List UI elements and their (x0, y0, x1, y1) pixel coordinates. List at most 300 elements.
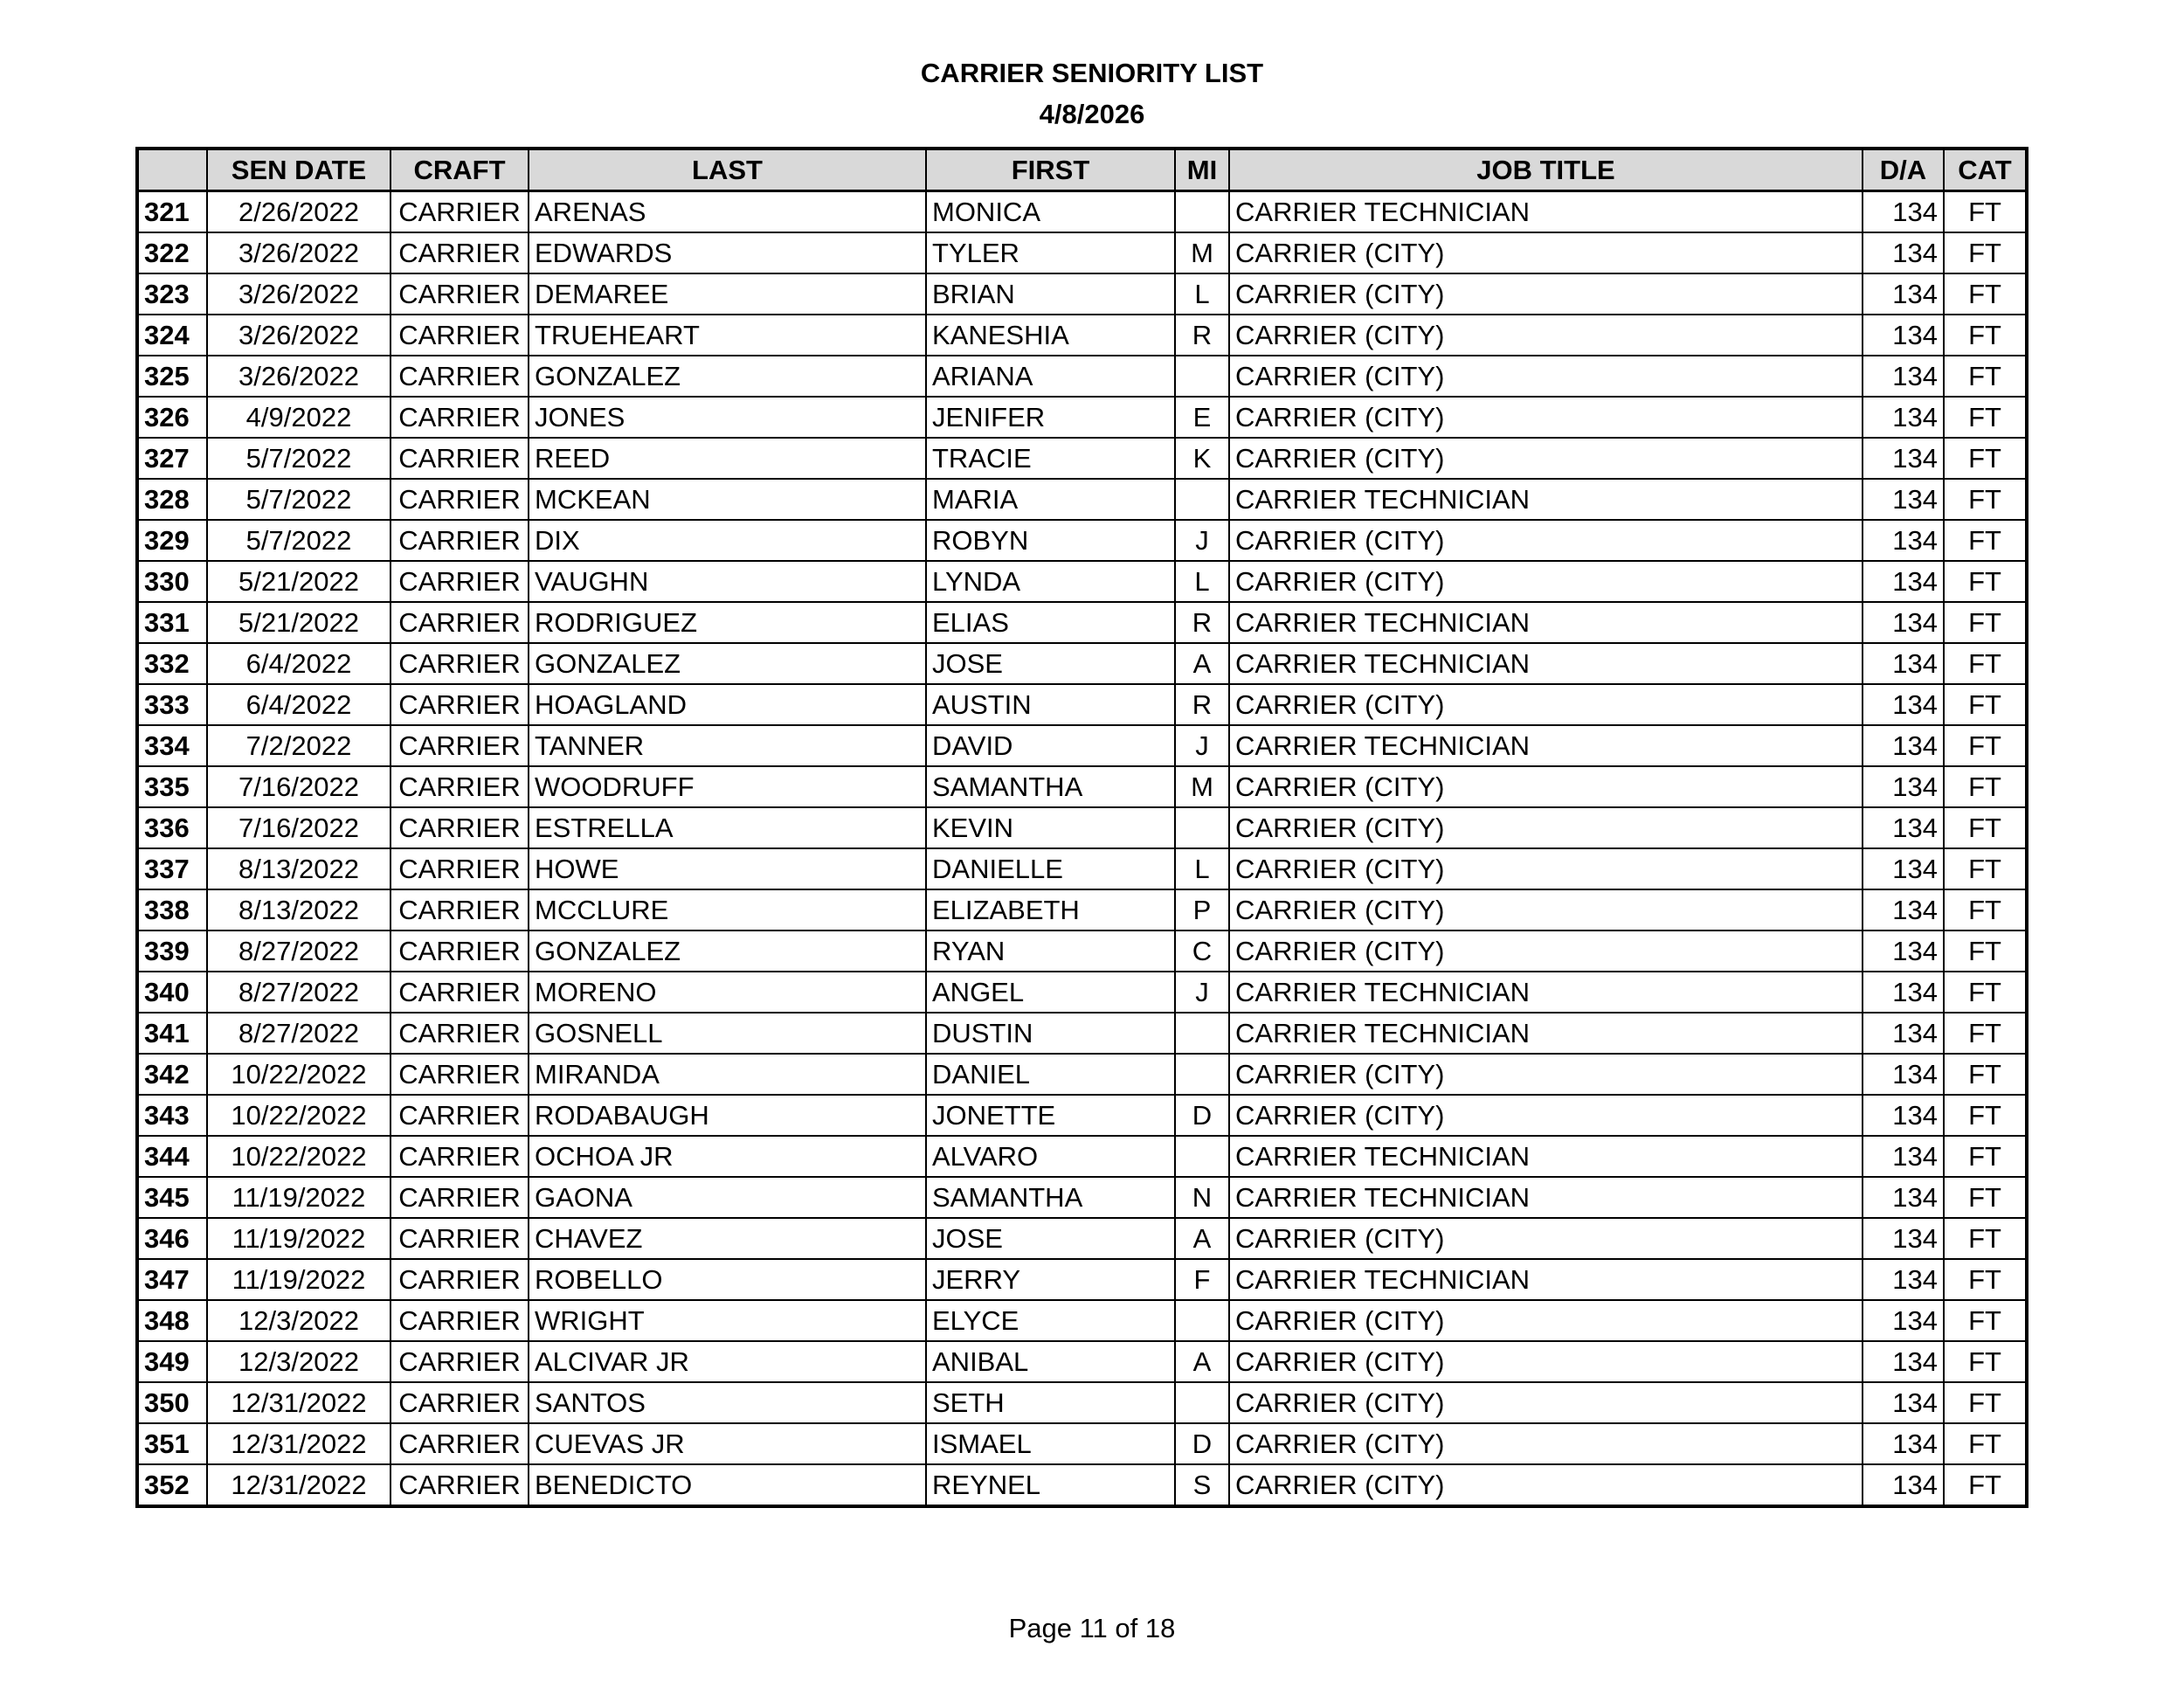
da-cell: 134 (1863, 356, 1944, 397)
rank-cell: 348 (137, 1300, 207, 1341)
sen-date-cell: 5/7/2022 (207, 438, 390, 479)
da-cell: 134 (1863, 643, 1944, 684)
table-row (137, 1464, 2027, 1506)
sen-date-cell: 5/21/2022 (207, 602, 390, 643)
da-cell: 134 (1863, 1423, 1944, 1464)
table-row (137, 273, 2027, 315)
da-cell: 134 (1863, 1177, 1944, 1218)
job-title-cell: CARRIER (CITY) (1229, 356, 1863, 397)
first-name-cell: JOSE (926, 1218, 1175, 1259)
cat-cell: FT (1944, 1095, 2027, 1136)
cat-cell: FT (1944, 561, 2027, 602)
sen-date-cell: 7/16/2022 (207, 807, 390, 848)
sen-date-cell: 6/4/2022 (207, 684, 390, 725)
table-row (137, 1382, 2027, 1423)
job-title-cell: CARRIER TECHNICIAN (1229, 643, 1863, 684)
job-title-cell: CARRIER (CITY) (1229, 684, 1863, 725)
col-header-cat: CAT (1944, 149, 2027, 191)
last-name-cell: GONZALEZ (529, 643, 926, 684)
job-title-cell: CARRIER TECHNICIAN (1229, 1177, 1863, 1218)
craft-cell: CARRIER (390, 766, 529, 807)
last-name-cell: JONES (529, 397, 926, 438)
col-header-sen-date: SEN DATE (207, 149, 390, 191)
craft-cell: CARRIER (390, 1382, 529, 1423)
table-row (137, 766, 2027, 807)
craft-cell: CARRIER (390, 1300, 529, 1341)
table-row (137, 561, 2027, 602)
table-row (137, 1341, 2027, 1382)
last-name-cell: DEMAREE (529, 273, 926, 315)
cat-cell: FT (1944, 725, 2027, 766)
cat-cell: FT (1944, 643, 2027, 684)
first-name-cell: LYNDA (926, 561, 1175, 602)
craft-cell: CARRIER (390, 643, 529, 684)
first-name-cell: ELIAS (926, 602, 1175, 643)
last-name-cell: GOSNELL (529, 1013, 926, 1054)
last-name-cell: CHAVEZ (529, 1218, 926, 1259)
da-cell: 134 (1863, 1136, 1944, 1177)
job-title-cell: CARRIER TECHNICIAN (1229, 602, 1863, 643)
craft-cell: CARRIER (390, 479, 529, 520)
cat-cell: FT (1944, 315, 2027, 356)
sen-date-cell: 10/22/2022 (207, 1095, 390, 1136)
first-name-cell: REYNEL (926, 1464, 1175, 1506)
last-name-cell: MCCLURE (529, 889, 926, 930)
job-title-cell: CARRIER (CITY) (1229, 438, 1863, 479)
sen-date-cell: 8/13/2022 (207, 889, 390, 930)
rank-cell: 329 (137, 520, 207, 561)
mi-cell: A (1175, 1218, 1229, 1259)
craft-cell: CARRIER (390, 1464, 529, 1506)
rank-cell: 338 (137, 889, 207, 930)
craft-cell: CARRIER (390, 1013, 529, 1054)
job-title-cell: CARRIER (CITY) (1229, 1095, 1863, 1136)
da-cell: 134 (1863, 807, 1944, 848)
job-title-cell: CARRIER (CITY) (1229, 1341, 1863, 1382)
job-title-cell: CARRIER (CITY) (1229, 1218, 1863, 1259)
da-cell: 134 (1863, 1259, 1944, 1300)
last-name-cell: ROBELLO (529, 1259, 926, 1300)
sen-date-cell: 12/3/2022 (207, 1341, 390, 1382)
rank-cell: 331 (137, 602, 207, 643)
da-cell: 134 (1863, 930, 1944, 972)
job-title-cell: CARRIER TECHNICIAN (1229, 1136, 1863, 1177)
job-title-cell: CARRIER (CITY) (1229, 315, 1863, 356)
first-name-cell: ELYCE (926, 1300, 1175, 1341)
sen-date-cell: 3/26/2022 (207, 273, 390, 315)
rank-cell: 350 (137, 1382, 207, 1423)
rank-cell: 343 (137, 1095, 207, 1136)
sen-date-cell: 12/31/2022 (207, 1382, 390, 1423)
first-name-cell: KEVIN (926, 807, 1175, 848)
sen-date-cell: 8/27/2022 (207, 972, 390, 1013)
cat-cell: FT (1944, 766, 2027, 807)
craft-cell: CARRIER (390, 273, 529, 315)
da-cell: 134 (1863, 1341, 1944, 1382)
table-row (137, 356, 2027, 397)
sen-date-cell: 11/19/2022 (207, 1218, 390, 1259)
last-name-cell: TANNER (529, 725, 926, 766)
cat-cell: FT (1944, 1300, 2027, 1341)
rank-cell: 325 (137, 356, 207, 397)
mi-cell (1175, 1136, 1229, 1177)
last-name-cell: EDWARDS (529, 232, 926, 273)
craft-cell: CARRIER (390, 397, 529, 438)
sen-date-cell: 11/19/2022 (207, 1177, 390, 1218)
cat-cell: FT (1944, 972, 2027, 1013)
da-cell: 134 (1863, 438, 1944, 479)
mi-cell: A (1175, 1341, 1229, 1382)
job-title-cell: CARRIER (CITY) (1229, 766, 1863, 807)
last-name-cell: MIRANDA (529, 1054, 926, 1095)
cat-cell: FT (1944, 438, 2027, 479)
first-name-cell: ISMAEL (926, 1423, 1175, 1464)
first-name-cell: RYAN (926, 930, 1175, 972)
mi-cell: J (1175, 520, 1229, 561)
cat-cell: FT (1944, 807, 2027, 848)
sen-date-cell: 3/26/2022 (207, 232, 390, 273)
craft-cell: CARRIER (390, 889, 529, 930)
craft-cell: CARRIER (390, 191, 529, 233)
last-name-cell: BENEDICTO (529, 1464, 926, 1506)
craft-cell: CARRIER (390, 1259, 529, 1300)
table-header-row (137, 149, 2027, 191)
sen-date-cell: 10/22/2022 (207, 1136, 390, 1177)
job-title-cell: CARRIER (CITY) (1229, 520, 1863, 561)
rank-cell: 335 (137, 766, 207, 807)
table-row (137, 684, 2027, 725)
table-row (137, 807, 2027, 848)
sen-date-cell: 3/26/2022 (207, 356, 390, 397)
da-cell: 134 (1863, 1013, 1944, 1054)
first-name-cell: MARIA (926, 479, 1175, 520)
first-name-cell: MONICA (926, 191, 1175, 233)
rank-cell: 330 (137, 561, 207, 602)
first-name-cell: DUSTIN (926, 1013, 1175, 1054)
mi-cell: R (1175, 315, 1229, 356)
first-name-cell: JENIFER (926, 397, 1175, 438)
cat-cell: FT (1944, 479, 2027, 520)
col-header-mi: MI (1175, 149, 1229, 191)
last-name-cell: GONZALEZ (529, 356, 926, 397)
cat-cell: FT (1944, 273, 2027, 315)
da-cell: 134 (1863, 972, 1944, 1013)
mi-cell: J (1175, 972, 1229, 1013)
cat-cell: FT (1944, 1464, 2027, 1506)
rank-cell: 352 (137, 1464, 207, 1506)
col-header-job-title: JOB TITLE (1229, 149, 1863, 191)
da-cell: 134 (1863, 191, 1944, 233)
table-row (137, 479, 2027, 520)
da-cell: 134 (1863, 684, 1944, 725)
craft-cell: CARRIER (390, 1177, 529, 1218)
last-name-cell: WOODRUFF (529, 766, 926, 807)
mi-cell: K (1175, 438, 1229, 479)
craft-cell: CARRIER (390, 1341, 529, 1382)
rank-cell: 321 (137, 191, 207, 233)
craft-cell: CARRIER (390, 602, 529, 643)
table-row (137, 643, 2027, 684)
rank-cell: 349 (137, 1341, 207, 1382)
last-name-cell: SANTOS (529, 1382, 926, 1423)
page-number: Page 11 of 18 (1008, 1613, 1176, 1643)
col-header-craft: CRAFT (390, 149, 529, 191)
table-row (137, 1259, 2027, 1300)
first-name-cell: JOSE (926, 643, 1175, 684)
sen-date-cell: 4/9/2022 (207, 397, 390, 438)
job-title-cell: CARRIER (CITY) (1229, 930, 1863, 972)
rank-cell: 326 (137, 397, 207, 438)
mi-cell: S (1175, 1464, 1229, 1506)
first-name-cell: TRACIE (926, 438, 1175, 479)
table-row (137, 191, 2027, 233)
sen-date-cell: 8/27/2022 (207, 930, 390, 972)
page-title: CARRIER SENIORITY LIST (920, 58, 1264, 88)
da-cell: 134 (1863, 1054, 1944, 1095)
craft-cell: CARRIER (390, 1423, 529, 1464)
first-name-cell: BRIAN (926, 273, 1175, 315)
table-row (137, 889, 2027, 930)
mi-cell (1175, 191, 1229, 233)
mi-cell: D (1175, 1095, 1229, 1136)
da-cell: 134 (1863, 1095, 1944, 1136)
rank-cell: 347 (137, 1259, 207, 1300)
last-name-cell: WRIGHT (529, 1300, 926, 1341)
sen-date-cell: 12/31/2022 (207, 1464, 390, 1506)
job-title-cell: CARRIER (CITY) (1229, 889, 1863, 930)
cat-cell: FT (1944, 1341, 2027, 1382)
cat-cell: FT (1944, 684, 2027, 725)
rank-cell: 345 (137, 1177, 207, 1218)
cat-cell: FT (1944, 232, 2027, 273)
first-name-cell: DANIELLE (926, 848, 1175, 889)
first-name-cell: DAVID (926, 725, 1175, 766)
table-row (137, 1095, 2027, 1136)
craft-cell: CARRIER (390, 930, 529, 972)
table-row (137, 397, 2027, 438)
mi-cell: A (1175, 643, 1229, 684)
last-name-cell: RODRIGUEZ (529, 602, 926, 643)
rank-cell: 332 (137, 643, 207, 684)
sen-date-cell: 7/16/2022 (207, 766, 390, 807)
craft-cell: CARRIER (390, 684, 529, 725)
job-title-cell: CARRIER TECHNICIAN (1229, 191, 1863, 233)
first-name-cell: SAMANTHA (926, 766, 1175, 807)
cat-cell: FT (1944, 397, 2027, 438)
da-cell: 134 (1863, 397, 1944, 438)
last-name-cell: DIX (529, 520, 926, 561)
rank-cell: 324 (137, 315, 207, 356)
first-name-cell: SAMANTHA (926, 1177, 1175, 1218)
first-name-cell: JERRY (926, 1259, 1175, 1300)
first-name-cell: ANGEL (926, 972, 1175, 1013)
craft-cell: CARRIER (390, 315, 529, 356)
da-cell: 134 (1863, 766, 1944, 807)
da-cell: 134 (1863, 889, 1944, 930)
last-name-cell: GAONA (529, 1177, 926, 1218)
mi-cell (1175, 479, 1229, 520)
table-row (137, 1423, 2027, 1464)
cat-cell: FT (1944, 1382, 2027, 1423)
craft-cell: CARRIER (390, 520, 529, 561)
sen-date-cell: 8/13/2022 (207, 848, 390, 889)
first-name-cell: JONETTE (926, 1095, 1175, 1136)
cat-cell: FT (1944, 889, 2027, 930)
job-title-cell: CARRIER (CITY) (1229, 397, 1863, 438)
rank-cell: 344 (137, 1136, 207, 1177)
da-cell: 134 (1863, 479, 1944, 520)
col-header-first: FIRST (926, 149, 1175, 191)
mi-cell (1175, 356, 1229, 397)
craft-cell: CARRIER (390, 232, 529, 273)
job-title-cell: CARRIER (CITY) (1229, 561, 1863, 602)
table-row (137, 438, 2027, 479)
job-title-cell: CARRIER (CITY) (1229, 273, 1863, 315)
rank-cell: 337 (137, 848, 207, 889)
last-name-cell: RODABAUGH (529, 1095, 926, 1136)
seniority-table (135, 147, 2028, 1508)
mi-cell: E (1175, 397, 1229, 438)
last-name-cell: HOAGLAND (529, 684, 926, 725)
first-name-cell: KANESHIA (926, 315, 1175, 356)
first-name-cell: AUSTIN (926, 684, 1175, 725)
mi-cell: M (1175, 766, 1229, 807)
da-cell: 134 (1863, 232, 1944, 273)
craft-cell: CARRIER (390, 1218, 529, 1259)
job-title-cell: CARRIER TECHNICIAN (1229, 1013, 1863, 1054)
table-row (137, 1177, 2027, 1218)
table-row (137, 972, 2027, 1013)
sen-date-cell: 10/22/2022 (207, 1054, 390, 1095)
rank-cell: 334 (137, 725, 207, 766)
da-cell: 134 (1863, 848, 1944, 889)
first-name-cell: ARIANA (926, 356, 1175, 397)
cat-cell: FT (1944, 356, 2027, 397)
table-body (137, 191, 2027, 1507)
mi-cell (1175, 807, 1229, 848)
rank-cell: 351 (137, 1423, 207, 1464)
cat-cell: FT (1944, 602, 2027, 643)
last-name-cell: ALCIVAR JR (529, 1341, 926, 1382)
col-header-rank (137, 149, 207, 191)
mi-cell: M (1175, 232, 1229, 273)
mi-cell (1175, 1054, 1229, 1095)
mi-cell: P (1175, 889, 1229, 930)
craft-cell: CARRIER (390, 438, 529, 479)
cat-cell: FT (1944, 191, 2027, 233)
rank-cell: 342 (137, 1054, 207, 1095)
table-row (137, 602, 2027, 643)
da-cell: 134 (1863, 1300, 1944, 1341)
first-name-cell: ROBYN (926, 520, 1175, 561)
sen-date-cell: 6/4/2022 (207, 643, 390, 684)
da-cell: 134 (1863, 725, 1944, 766)
da-cell: 134 (1863, 520, 1944, 561)
first-name-cell: DANIEL (926, 1054, 1175, 1095)
craft-cell: CARRIER (390, 807, 529, 848)
cat-cell: FT (1944, 1177, 2027, 1218)
cat-cell: FT (1944, 520, 2027, 561)
rank-cell: 333 (137, 684, 207, 725)
sen-date-cell: 5/7/2022 (207, 479, 390, 520)
da-cell: 134 (1863, 273, 1944, 315)
cat-cell: FT (1944, 930, 2027, 972)
craft-cell: CARRIER (390, 561, 529, 602)
job-title-cell: CARRIER TECHNICIAN (1229, 479, 1863, 520)
rank-cell: 336 (137, 807, 207, 848)
last-name-cell: MORENO (529, 972, 926, 1013)
cat-cell: FT (1944, 1259, 2027, 1300)
craft-cell: CARRIER (390, 972, 529, 1013)
last-name-cell: REED (529, 438, 926, 479)
cat-cell: FT (1944, 1423, 2027, 1464)
mi-cell: N (1175, 1177, 1229, 1218)
job-title-cell: CARRIER (CITY) (1229, 1423, 1863, 1464)
mi-cell (1175, 1300, 1229, 1341)
table-row (137, 1300, 2027, 1341)
rank-cell: 327 (137, 438, 207, 479)
sen-date-cell: 11/19/2022 (207, 1259, 390, 1300)
craft-cell: CARRIER (390, 356, 529, 397)
rank-cell: 322 (137, 232, 207, 273)
da-cell: 134 (1863, 315, 1944, 356)
table-row (137, 520, 2027, 561)
job-title-cell: CARRIER (CITY) (1229, 1300, 1863, 1341)
mi-cell: F (1175, 1259, 1229, 1300)
job-title-cell: CARRIER TECHNICIAN (1229, 972, 1863, 1013)
job-title-cell: CARRIER (CITY) (1229, 1054, 1863, 1095)
rank-cell: 346 (137, 1218, 207, 1259)
col-header-last: LAST (529, 149, 926, 191)
table-row (137, 930, 2027, 972)
craft-cell: CARRIER (390, 1136, 529, 1177)
job-title-cell: CARRIER TECHNICIAN (1229, 725, 1863, 766)
last-name-cell: OCHOA JR (529, 1136, 926, 1177)
first-name-cell: ANIBAL (926, 1341, 1175, 1382)
last-name-cell: GONZALEZ (529, 930, 926, 972)
cat-cell: FT (1944, 1136, 2027, 1177)
job-title-cell: CARRIER (CITY) (1229, 1464, 1863, 1506)
job-title-cell: CARRIER (CITY) (1229, 807, 1863, 848)
craft-cell: CARRIER (390, 848, 529, 889)
first-name-cell: ALVARO (926, 1136, 1175, 1177)
sen-date-cell: 7/2/2022 (207, 725, 390, 766)
last-name-cell: VAUGHN (529, 561, 926, 602)
sen-date-cell: 12/31/2022 (207, 1423, 390, 1464)
da-cell: 134 (1863, 1218, 1944, 1259)
mi-cell: R (1175, 684, 1229, 725)
last-name-cell: HOWE (529, 848, 926, 889)
sen-date-cell: 5/7/2022 (207, 520, 390, 561)
table-row (137, 1218, 2027, 1259)
da-cell: 134 (1863, 602, 1944, 643)
first-name-cell: ELIZABETH (926, 889, 1175, 930)
mi-cell: D (1175, 1423, 1229, 1464)
rank-cell: 341 (137, 1013, 207, 1054)
da-cell: 134 (1863, 561, 1944, 602)
table-row (137, 1013, 2027, 1054)
craft-cell: CARRIER (390, 1095, 529, 1136)
mi-cell (1175, 1382, 1229, 1423)
mi-cell: R (1175, 602, 1229, 643)
table-row (137, 1054, 2027, 1095)
mi-cell (1175, 1013, 1229, 1054)
craft-cell: CARRIER (390, 1054, 529, 1095)
craft-cell: CARRIER (390, 725, 529, 766)
last-name-cell: ESTRELLA (529, 807, 926, 848)
job-title-cell: CARRIER (CITY) (1229, 848, 1863, 889)
sen-date-cell: 5/21/2022 (207, 561, 390, 602)
